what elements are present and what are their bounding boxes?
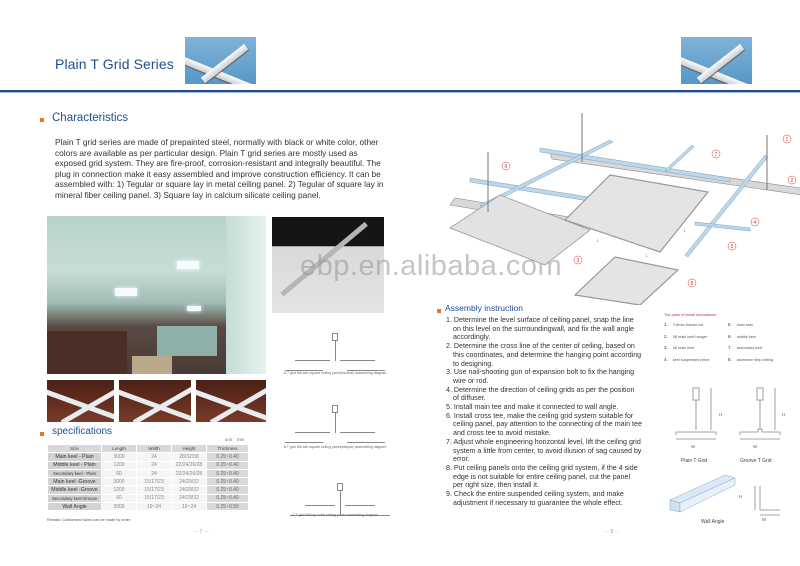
cell-length: 3000 xyxy=(102,478,137,486)
parts-legend: 1. Y-8mm thread rod 5. main keel 2. 38 main keel hanger 6. middle keel 3. 38 main keel 7. secondary keel 4. keel suspended piece 8. aluminum strip ceiling xyxy=(664,322,774,362)
assembly-step: 3. Use nail-shooting gun of expansion bolt to fix the hanging wire or rod. xyxy=(446,368,635,385)
table-row xyxy=(48,453,249,461)
bullet-icon xyxy=(40,432,44,436)
column-header: Width xyxy=(137,445,172,453)
part-label: middle keel xyxy=(736,334,756,339)
bullet-icon xyxy=(40,118,44,122)
cell-width: 15/17/23 xyxy=(137,478,172,486)
svg-text:2: 2 xyxy=(790,178,794,184)
cell-thickness: 0.25~0.50 xyxy=(207,503,249,511)
cell-height: 22/24/26/28 xyxy=(172,461,207,469)
cell-thickness: 0.25~0.40 xyxy=(207,469,249,477)
column-header: Size xyxy=(48,445,102,453)
cross-tee-thumbnail-right xyxy=(681,37,752,84)
table-row xyxy=(48,469,249,477)
svg-text:↓: ↓ xyxy=(683,228,686,234)
svg-text:↓: ↓ xyxy=(596,238,599,244)
table-row xyxy=(48,494,249,502)
table-row xyxy=(48,461,249,469)
cell-width: 24 xyxy=(137,469,172,477)
wall-angle-caption: Wall Angle xyxy=(701,519,725,525)
assembly-steps-list xyxy=(446,316,642,507)
cell-thickness: 0.25~0.40 xyxy=(207,486,249,494)
assembly-step: 1. Determine the level surface of ceiling panel, snap the line on this level on the surroundingwall, and fix the wall angle accordingly. xyxy=(446,316,635,342)
cell-length: 60 xyxy=(102,494,137,502)
cell-length: 3000 xyxy=(102,503,137,511)
header-rule xyxy=(0,90,800,93)
assembly-step: 6. Install cross tee, make the ceiling grid system suitable for ceiling panel, pay attention to the connecting of the main tee and cross tee to avoid mistake. xyxy=(446,411,642,438)
cell-height: 24/29/32 xyxy=(172,494,207,502)
part-label: aluminum strip ceiling xyxy=(736,357,774,362)
cell-thickness: 0.25~0.40 xyxy=(207,478,249,486)
cell-height: 28/32/38 xyxy=(172,453,207,461)
cell-width: 24 xyxy=(137,453,172,461)
part-label: secondary keel xyxy=(736,346,763,350)
svg-text:5: 5 xyxy=(730,244,734,250)
tee-photo-2 xyxy=(119,380,191,422)
cell-width: 15/17/23 xyxy=(137,494,172,502)
h-dimension-label: H xyxy=(739,494,743,499)
column-header: Thickness xyxy=(207,445,249,453)
part-label: Y-8mm thread rod xyxy=(672,323,704,327)
page-title: Plain T Grid Series xyxy=(55,56,174,72)
diagram-caption: C.T grid Wit,lay in flat ceiling panel assembling diagram xyxy=(292,513,378,517)
part-label: keel suspended piece xyxy=(672,357,710,362)
unit-label: unit： mm xyxy=(225,437,245,442)
cell-size: Secondary keel-Groove xyxy=(48,494,102,502)
cell-length: 60 xyxy=(102,469,137,477)
tee-photo-1 xyxy=(47,380,114,422)
assembly-step: 9. Check the entire suspended ceiling system, and make adjustment if necessary to guarantee the whole effect. xyxy=(446,490,624,507)
table-row xyxy=(48,478,249,486)
w-dimension-label: W xyxy=(762,517,767,522)
cell-height: 24/29/32 xyxy=(172,478,207,486)
parts-title: The parts of install elucidations xyxy=(664,313,717,317)
cell-size: Wall Angle xyxy=(48,503,102,511)
diagram-caption: A.T grid Wit,ach square ceiling panel(vertical) assembling diagram xyxy=(283,371,387,375)
cell-width: 24 xyxy=(137,461,172,469)
groove-t-grid-caption: Groove T Grid xyxy=(740,458,772,464)
cell-width: 19~24 xyxy=(137,503,172,511)
svg-text:4: 4 xyxy=(753,220,757,226)
cell-length: 1200 xyxy=(102,461,137,469)
h-dimension-label: H xyxy=(782,412,786,417)
characteristics-text: Plain T grid series are made of prepainted steel, normally with black or white color, other colors are available as per particular design. Plain T grid series are mostly used as exposed grid system. They are fire-proof, corrosion-resistant and integrally beautiful. The plug in connection make it easy assembled and improve construction efficiency. It can be assembled with: 1) Tegular or square lay in metal ceiling panel. 2) Tegular of square lay in mineral fiber ceiling panel. 3) Square lay in calcium silicate ceiling panel. xyxy=(55,137,384,200)
cell-size: Main keel -Groove xyxy=(48,478,102,486)
cell-thickness: 0.25~0.40 xyxy=(207,453,249,461)
cross-tee-thumbnail-left xyxy=(185,37,256,84)
remark-text: Remark: Customized sizes can be made by order. xyxy=(47,518,131,522)
w-dimension-label: W xyxy=(691,444,696,449)
page-number-right: — 8 — xyxy=(604,529,620,535)
table-row xyxy=(48,486,249,494)
assembly-diagram-flat xyxy=(290,483,390,523)
office-ceiling-photo xyxy=(47,216,266,374)
ceiling-assembly-exploded-diagram xyxy=(430,100,800,305)
part-label: 38 main keel xyxy=(672,346,695,350)
cell-size: Secondary keel - Plain xyxy=(48,469,102,477)
tee-photo-3 xyxy=(196,380,266,422)
assembly-diagram-vertical xyxy=(285,333,385,373)
svg-text:3: 3 xyxy=(576,258,580,264)
watermark: ebp.en.alibaba.com xyxy=(300,250,563,282)
table-row xyxy=(48,503,249,511)
h-dimension-label: H xyxy=(719,412,723,417)
svg-text:8: 8 xyxy=(690,281,694,287)
cell-length: 1200 xyxy=(102,486,137,494)
specifications-heading: specifications xyxy=(52,426,113,437)
assembly-step: 5. Install main tee and make it connected to wall angle. xyxy=(446,403,619,412)
wall-angle-drawing xyxy=(665,470,800,520)
bullet-icon xyxy=(437,309,441,313)
assembly-diagram-oblique xyxy=(285,405,385,445)
cell-height: 19~24 xyxy=(172,503,207,511)
cell-size: Middle keel -Groove xyxy=(48,486,102,494)
specifications-table xyxy=(47,444,249,511)
cell-size: Middle keel - Plain xyxy=(48,461,102,469)
column-header: Height xyxy=(172,445,207,453)
t-grid-profile-drawings xyxy=(670,385,800,445)
cell-length: 3000 xyxy=(102,453,137,461)
table-header-row xyxy=(48,445,249,453)
cell-size: Main keel - Plain xyxy=(48,453,102,461)
cell-width: 15/17/23 xyxy=(137,486,172,494)
assembly-step: 4. Determine the direction of ceiling grids as per the position of diffuser. xyxy=(446,385,635,403)
characteristics-heading: Characteristics xyxy=(52,112,129,124)
assembly-heading: Assembly instruction xyxy=(445,303,523,313)
plain-t-grid-caption: Plain T Grid xyxy=(681,458,708,464)
part-label: main keel xyxy=(736,323,754,327)
assembly-step: 7. Adjust whole engineering horizontal level, lift the ceiling grid system a little from center, to avoid illusion of sag caused by error. xyxy=(446,437,642,464)
cell-thickness: 0.25~0.40 xyxy=(207,461,249,469)
page-number-left: — 7 — xyxy=(193,529,209,535)
w-dimension-label: W xyxy=(753,444,758,449)
part-label: 38 main keel hanger xyxy=(672,334,708,339)
svg-text:1: 1 xyxy=(785,137,789,143)
assembly-step: 2. Determine the cross line of the center of ceiling, based on this coordinates, and determine the hanging point according to designing. xyxy=(446,342,642,368)
cell-thickness: 0.25~0.40 xyxy=(207,494,249,502)
svg-text:7: 7 xyxy=(714,152,718,158)
assembly-step: 8. Put ceiling panels onto the ceiling grid system, if the 4 side edge is not suitable for entire ceiling panel, cut the panel per right size, then install it. xyxy=(446,463,638,490)
cell-height: 24/29/32 xyxy=(172,486,207,494)
column-header: Length xyxy=(102,445,137,453)
diagram-caption: A.T grid Wit,ach square ceiling panel(oblique) assembling diagram xyxy=(283,445,387,449)
svg-text:6: 6 xyxy=(504,164,508,170)
cell-height: 22/24/26/28 xyxy=(172,469,207,477)
svg-text:↓: ↓ xyxy=(645,253,648,259)
